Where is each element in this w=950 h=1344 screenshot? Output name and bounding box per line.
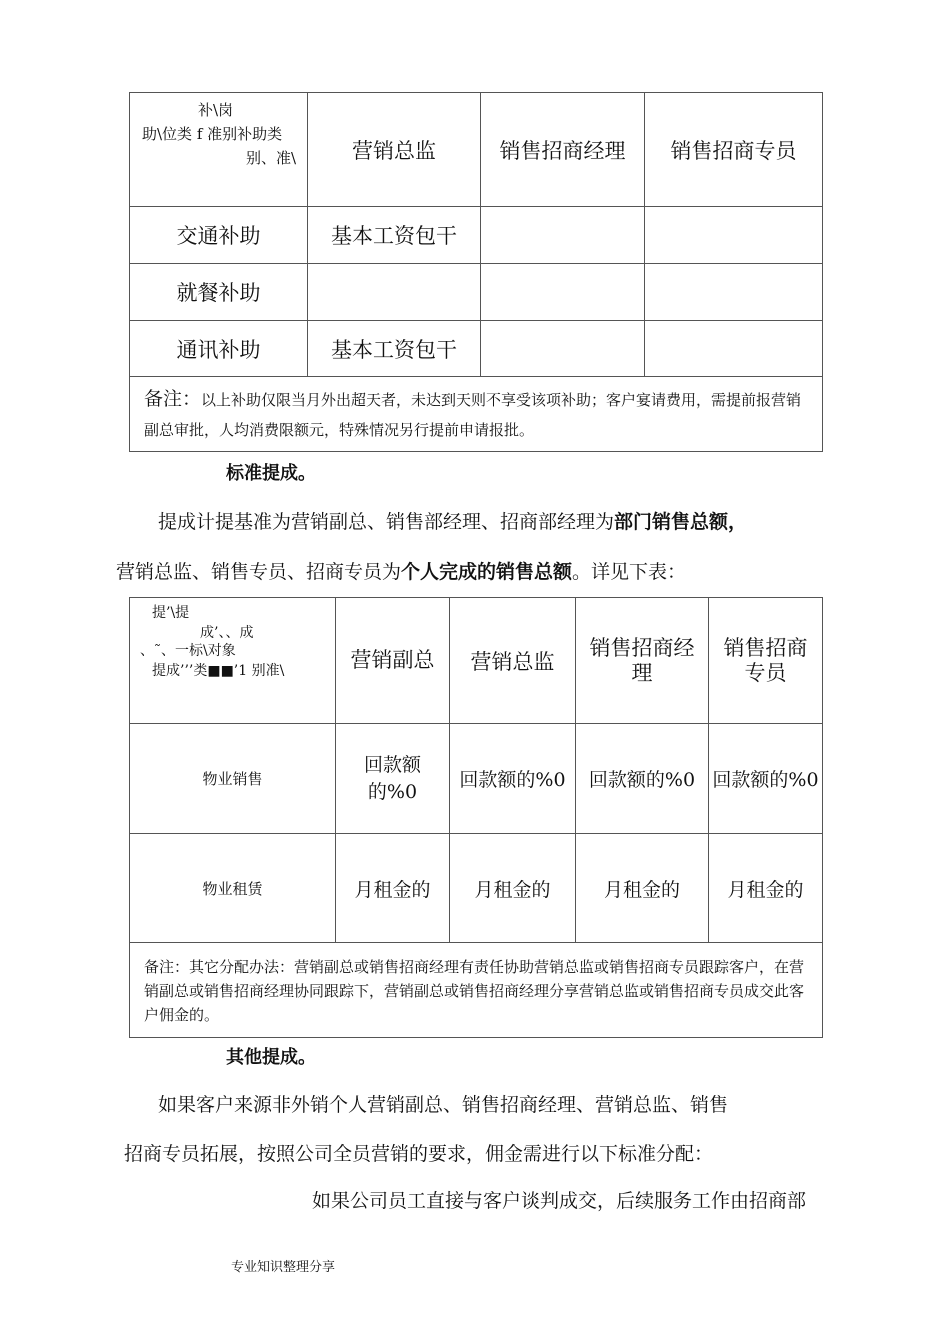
section-heading: 其他提成。 xyxy=(226,1047,316,1068)
table-row xyxy=(130,834,823,943)
table-corner-cell xyxy=(130,598,336,724)
corner-text: 补\岗 xyxy=(198,100,234,119)
corner-text: 助\位类 f 准别补助类 xyxy=(142,124,283,143)
table-cell xyxy=(481,264,645,321)
table-corner-cell xyxy=(130,93,308,207)
row-label: 物业销售 xyxy=(130,724,336,834)
paragraph-text: 营销总监、销售专员、招商专员为 xyxy=(116,561,402,583)
table-cell xyxy=(645,264,823,321)
table-cell xyxy=(645,321,823,377)
commission-table xyxy=(129,597,823,1038)
table-row xyxy=(130,321,823,377)
column-header: 营销总监 xyxy=(450,598,576,724)
paragraph xyxy=(158,507,747,534)
paragraph-text: 提成计提基准为营销副总、销售部经理、招商部经理为 xyxy=(158,511,615,533)
table-cell xyxy=(645,207,823,264)
corner-text: 提’\提 xyxy=(152,604,190,621)
paragraph: 如果客户来源非外销个人营销副总、销售招商经理、营销总监、销售 xyxy=(158,1094,729,1116)
row-label: 就餐补助 xyxy=(130,264,308,321)
column-header: 销售招商经理 xyxy=(481,93,645,207)
table-cell: 基本工资包干 xyxy=(308,321,481,377)
note-prefix: 备注： xyxy=(144,387,202,410)
corner-text: 成’、、成 xyxy=(200,624,254,641)
column-header: 销售招商经理 xyxy=(576,598,709,724)
table-row xyxy=(130,264,823,321)
paragraph xyxy=(116,557,686,584)
table-cell xyxy=(481,321,645,377)
section-heading: 标准提成。 xyxy=(226,463,316,484)
row-label: 交通补助 xyxy=(130,207,308,264)
table-cell: 回款额的%0 xyxy=(709,724,823,834)
column-header: 营销总监 xyxy=(308,93,481,207)
paragraph-bold-text: 部门销售总额， xyxy=(614,511,748,533)
table-cell: 月租金的 xyxy=(450,834,576,943)
table-note: 备注：其它分配办法：营销副总或销售招商经理有责任协助营销总监或销售招商专员跟踪客户，在营销副总或销售招商经理协同跟踪下，营销副总或销售招商经理分享营销总监或销售招商专员成交此客户佣金的。 xyxy=(130,943,823,1038)
table-cell: 月租金的 xyxy=(709,834,823,943)
table-cell: 回款额的%0 xyxy=(576,724,709,834)
table-cell: 月租金的 xyxy=(576,834,709,943)
table-cell xyxy=(481,207,645,264)
table-cell: 回款额的%0 xyxy=(450,724,576,834)
note-text: 以上补助仅限当月外出超天者，未达到天则不享受该项补助；客户宴请费用，需提前报营销副总审批，人均消费限额元，特殊情况另行提前申请报批。 xyxy=(144,390,802,439)
table-row xyxy=(130,724,823,834)
column-header: 营销副总 xyxy=(336,598,450,724)
paragraph: 招商专员拓展，按照公司全员营销的要求，佣金需进行以下标准分配： xyxy=(124,1143,714,1165)
corner-text: 别、准\ xyxy=(246,148,297,167)
table-cell: 月租金的 xyxy=(336,834,450,943)
table-cell: 基本工资包干 xyxy=(308,207,481,264)
column-header: 销售招商专员 xyxy=(709,598,823,724)
paragraph-text: 。详见下表： xyxy=(572,561,687,583)
allowance-table xyxy=(129,92,823,452)
corner-text: 提成’’’类■■’1 别准\ xyxy=(152,662,285,679)
row-label: 物业租赁 xyxy=(130,834,336,943)
page-footer: 专业知识整理分享 xyxy=(231,1260,336,1275)
row-label: 通讯补助 xyxy=(130,321,308,377)
paragraph-bold-text: 个人完成的销售总额 xyxy=(401,561,573,583)
table-cell xyxy=(308,264,481,321)
table-cell: 回款额的%0 xyxy=(336,724,450,834)
table-row xyxy=(130,207,823,264)
paragraph: 如果公司员工直接与客户谈判成交，后续服务工作由招商部 xyxy=(312,1190,807,1212)
table-note xyxy=(130,377,823,452)
column-header: 销售招商专员 xyxy=(645,93,823,207)
corner-text: 、˜、一标\对象 xyxy=(140,642,236,659)
